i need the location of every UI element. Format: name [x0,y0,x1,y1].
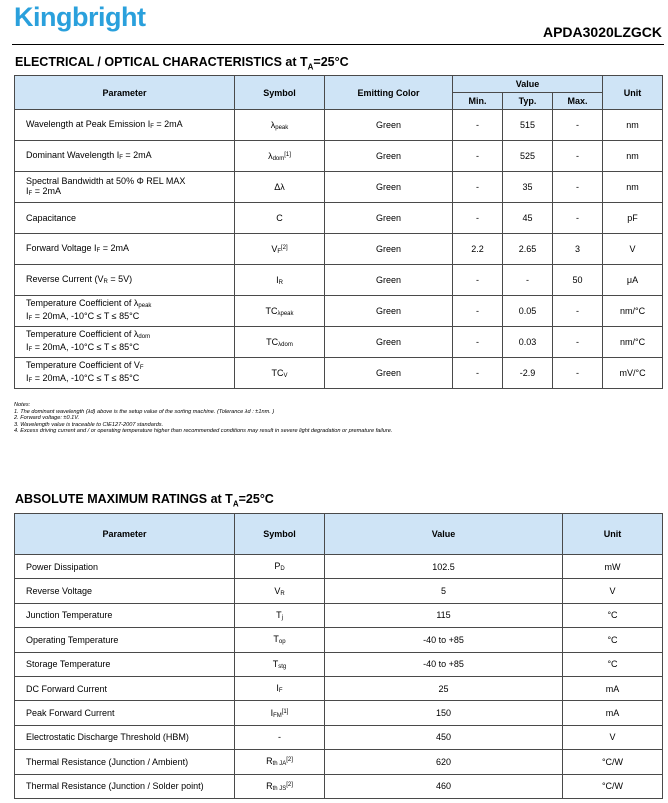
symbol-text: λ [268,150,273,161]
parameter-subscript: R [103,278,108,285]
symbol-text: TC [266,336,279,347]
unit-cell: nm/°C [603,327,663,358]
unit-cell: °C/W [563,750,663,774]
table-row [15,172,663,203]
max-value-cell: - [553,296,603,327]
emitting-color-cell: Green [325,327,453,358]
symbol-cell [235,750,325,774]
amr-header-unit: Unit [563,514,663,555]
symbol-text: λ [270,119,276,130]
symbol-text: T [273,634,279,645]
symbol-text: V [271,243,278,254]
unit-cell: mA [563,701,663,725]
min-value-cell: - [453,327,503,358]
symbol-subscript: op [278,639,286,646]
max-value-cell: - [553,172,603,203]
header-divider [12,44,664,45]
parameter-cell: Reverse Voltage [15,579,235,603]
unit-cell: nm [603,172,663,203]
symbol-text: I [276,683,279,694]
min-value-cell: - [453,172,503,203]
max-value-cell: - [553,203,603,234]
note-item: 1. The dominant wavelength (λd) above is the setup value of the sorting machine. (Tolerance λd : ±1nm. ) [14,408,275,415]
symbol-text: I [276,274,279,285]
typ-value-cell: 0.03 [503,327,553,358]
parameter-text-end: = 2mA [32,185,61,196]
parameter-subscript: F [28,378,33,384]
amr-section-title: ABSOLUTE MAXIMUM RATINGS at $T_A=25^\circ C$ [15,492,274,509]
parameter-text-end: = 20mA, -10°C ≤ T ≤ 85°C [32,342,140,352]
symbol-cell [235,652,325,676]
symbol-subscript: F [277,248,281,255]
table-row [15,652,663,676]
symbol-subscript: λdom [278,341,293,348]
symbol-text: Δλ [274,182,285,192]
unit-cell: V [563,579,663,603]
max-value-cell: - [553,141,603,172]
unit-cell: °C [563,628,663,652]
symbol-subscript: λpeak [277,310,294,317]
parameter-cell: Thermal Resistance (Junction / Solder point) [15,774,235,798]
parameter-subscript: F [28,316,33,322]
typ-value-cell: 2.65 [503,234,553,265]
symbol-text: I [270,707,274,718]
amr-header-value: Value [325,514,563,555]
amr-header-symbol: Symbol [235,514,325,555]
symbol-subscript: dom [272,155,285,162]
min-value-cell: - [453,358,503,389]
max-value-cell: - [553,327,603,358]
eo-header-min: Min. [453,93,503,110]
parameter-text: Reverse Current (V [26,273,104,284]
unit-cell: °C [563,652,663,676]
parameter-text: I [26,185,29,196]
parameter-cell [15,203,235,234]
parameter-cell [15,172,235,203]
parameter-cell: DC Forward Current [15,676,235,700]
value-cell: 115 [325,603,563,627]
parameter-subscript: dom [138,334,151,340]
symbol-text: TC [271,367,284,378]
parameter-text: Temperature Coefficient of V [26,360,140,370]
typ-value-cell: 515 [503,110,553,141]
parameter-subscript: peak [138,303,152,309]
symbol-note-ref: [2] [286,757,293,764]
parameter-line-1 [26,298,230,311]
symbol-subscript: F [278,688,283,695]
eo-header-symbol: Symbol [235,76,325,110]
table-row [15,141,663,172]
symbol-text: R [266,780,273,791]
parameter-cell [15,327,235,358]
parameter-subscript: F [119,154,123,161]
parameter-text: I [26,311,29,321]
symbol-cell [235,628,325,652]
min-value-cell: - [453,203,503,234]
parameter-cell [15,265,235,296]
note-item: 3. Wavelength value is traceable to CIE127-2007 standards. [14,421,164,428]
table-row [15,265,663,296]
typ-value-cell: 35 [503,172,553,203]
parameter-text: Forward Voltage I [26,242,97,253]
table-row [15,676,663,700]
emitting-color-cell: Green [325,203,453,234]
table-row [15,701,663,725]
unit-cell: nm [603,141,663,172]
emitting-color-cell: Green [325,234,453,265]
parameter-cell [15,110,235,141]
parameter-text-end: = 2mA [100,242,129,253]
symbol-cell [235,141,325,172]
parameter-line-1 [26,119,230,132]
symbol-cell [235,774,325,798]
table-row [15,628,663,652]
symbol-text: R [266,756,273,767]
table-row [15,327,663,358]
table-row [15,358,663,389]
parameter-line-1 [26,329,230,342]
symbol-subscript: j [281,614,283,621]
eo-header-typ: Typ. [503,93,553,110]
parameter-text: Wavelength at Peak Emission I [26,118,151,129]
brand-logo: Kingbright [14,2,146,32]
note-item: 2. Forward voltage: ±0.1V. [14,415,80,422]
symbol-text: - [278,732,281,743]
typ-value-cell: -2.9 [503,358,553,389]
symbol-note-ref: [1] [284,151,291,158]
parameter-cell [15,296,235,327]
part-number: APDA3020LZGCK [542,24,662,40]
parameter-line-2 [26,342,230,355]
symbol-subscript: stg [278,663,287,670]
parameter-line-1 [26,243,230,256]
typ-value-cell: 525 [503,141,553,172]
value-cell: 620 [325,750,563,774]
parameter-text-end: = 20mA, -10°C ≤ T ≤ 85°C [32,311,140,321]
table-row [15,296,663,327]
parameter-subscript: F [150,123,154,130]
parameter-text: Dominant Wavelength I [26,149,120,160]
symbol-cell [235,555,325,579]
parameter-text-end: = 2mA [122,149,152,160]
amr-header-parameter: Parameter [15,514,235,555]
eo-header-unit: Unit [603,76,663,110]
symbol-subscript: peak [275,124,289,131]
unit-cell: mV/°C [603,358,663,389]
parameter-line-2 [26,311,230,324]
parameter-cell [15,358,235,389]
table-row [15,774,663,798]
value-cell: 102.5 [325,555,563,579]
absolute-max-ratings-table [14,513,663,799]
unit-cell: pF [603,203,663,234]
notes-heading: Notes: [14,402,31,408]
symbol-cell [235,327,325,358]
min-value-cell: - [453,141,503,172]
emitting-color-cell: Green [325,110,453,141]
emitting-color-cell: Green [325,265,453,296]
table-row [15,603,663,627]
parameter-subscript: F [28,347,33,353]
table-row [15,725,663,749]
eo-header-max: Max. [553,93,603,110]
unit-cell: nm/°C [603,296,663,327]
symbol-subscript: D [280,566,285,573]
symbol-cell [235,358,325,389]
value-cell: -40 to +85 [325,628,563,652]
symbol-cell [235,603,325,627]
value-cell: 25 [325,676,563,700]
parameter-line-2 [26,186,230,199]
symbol-note-ref: [2] [286,781,293,788]
emitting-color-cell: Green [325,358,453,389]
parameter-cell: Electrostatic Discharge Threshold (HBM) [15,725,235,749]
symbol-cell [235,265,325,296]
emitting-color-cell: Green [325,296,453,327]
typ-value-cell: 45 [503,203,553,234]
eo-header-parameter: Parameter [15,76,235,110]
symbol-cell [235,579,325,603]
max-value-cell: - [553,358,603,389]
parameter-cell [15,234,235,265]
table-row [15,110,663,141]
parameter-text: Spectral Bandwidth at 50% Φ REL MAX [26,175,186,186]
parameter-subscript: F [28,190,33,197]
parameter-line-2 [26,373,230,386]
notes-block [14,402,654,435]
symbol-text: TC [265,305,278,316]
table-row [15,203,663,234]
unit-cell: nm [603,110,663,141]
parameter-text: I [26,373,29,383]
min-value-cell: - [453,265,503,296]
symbol-text: T [272,658,279,669]
symbol-cell [235,701,325,725]
typ-value-cell: 0.05 [503,296,553,327]
value-cell: 150 [325,701,563,725]
parameter-text: I [26,342,29,352]
unit-cell: μA [603,265,663,296]
symbol-note-ref: [2] [281,244,288,251]
table-row [15,750,663,774]
typ-value-cell: - [503,265,553,296]
symbol-cell [235,725,325,749]
note-item: 4. Excess driving current and / or operating temperature higher than recommended conditions may result in severe light degradation or premature failure. [14,428,393,435]
unit-cell: °C/W [563,774,663,798]
symbol-cell [235,110,325,141]
symbol-text: P [274,561,281,572]
parameter-text-end: = 20mA, -10°C ≤ T ≤ 85°C [32,373,140,383]
value-cell: -40 to +85 [325,652,563,676]
min-value-cell: - [453,110,503,141]
parameter-cell: Operating Temperature [15,628,235,652]
symbol-subscript: R [278,279,283,286]
min-value-cell: - [453,296,503,327]
symbol-subscript: th JS [272,785,287,792]
parameter-cell: Peak Forward Current [15,701,235,725]
symbol-cell [235,296,325,327]
value-cell: 5 [325,579,563,603]
symbol-subscript: th JA [272,761,287,768]
unit-cell: V [563,725,663,749]
parameter-line-1 [26,213,230,223]
parameter-line-1 [26,360,230,373]
symbol-subscript: FM [273,712,282,719]
min-value-cell: 2.2 [453,234,503,265]
symbol-cell [235,203,325,234]
eo-header-emitting-color: Emitting Color [325,76,453,110]
symbol-cell [235,676,325,700]
symbol-note-ref: [1] [281,708,289,715]
symbol-subscript: V [283,372,288,379]
parameter-subscript: F [96,247,101,254]
unit-cell: mA [563,676,663,700]
eo-section-title: ELECTRICAL / OPTICAL CHARACTERISTICS at $T_A=25^\circ C$ [15,55,349,72]
max-value-cell: - [553,110,603,141]
parameter-cell [15,141,235,172]
unit-cell: °C [563,603,663,627]
parameter-subscript: F [139,365,144,371]
symbol-cell [235,234,325,265]
unit-cell: V [603,234,663,265]
max-value-cell: 3 [553,234,603,265]
symbol-text: T [276,609,282,620]
table-row [15,555,663,579]
table-row [15,234,663,265]
parameter-text: Temperature Coefficient of λ [26,298,139,308]
unit-cell: mW [563,555,663,579]
symbol-subscript: R [280,590,285,597]
eo-characteristics-table [14,75,663,389]
parameter-cell: Storage Temperature [15,652,235,676]
value-cell: 450 [325,725,563,749]
parameter-cell: Junction Temperature [15,603,235,627]
parameter-text: Capacitance [26,213,77,223]
emitting-color-cell: Green [325,172,453,203]
parameter-cell: Thermal Resistance (Junction / Ambient) [15,750,235,774]
parameter-line-1 [26,274,230,287]
symbol-cell [235,172,325,203]
table-row [15,579,663,603]
max-value-cell: 50 [553,265,603,296]
value-cell: 460 [325,774,563,798]
symbol-text: C [276,213,283,223]
parameter-text-end: = 2mA [153,118,183,129]
symbol-text: V [274,585,281,596]
parameter-cell: Power Dissipation [15,555,235,579]
emitting-color-cell: Green [325,141,453,172]
parameter-line-1 [26,150,230,163]
parameter-text: Temperature Coefficient of λ [26,329,139,339]
eo-header-value: Value [453,76,603,93]
parameter-line-1 [26,176,230,186]
parameter-text-end: = 5V) [107,273,133,284]
